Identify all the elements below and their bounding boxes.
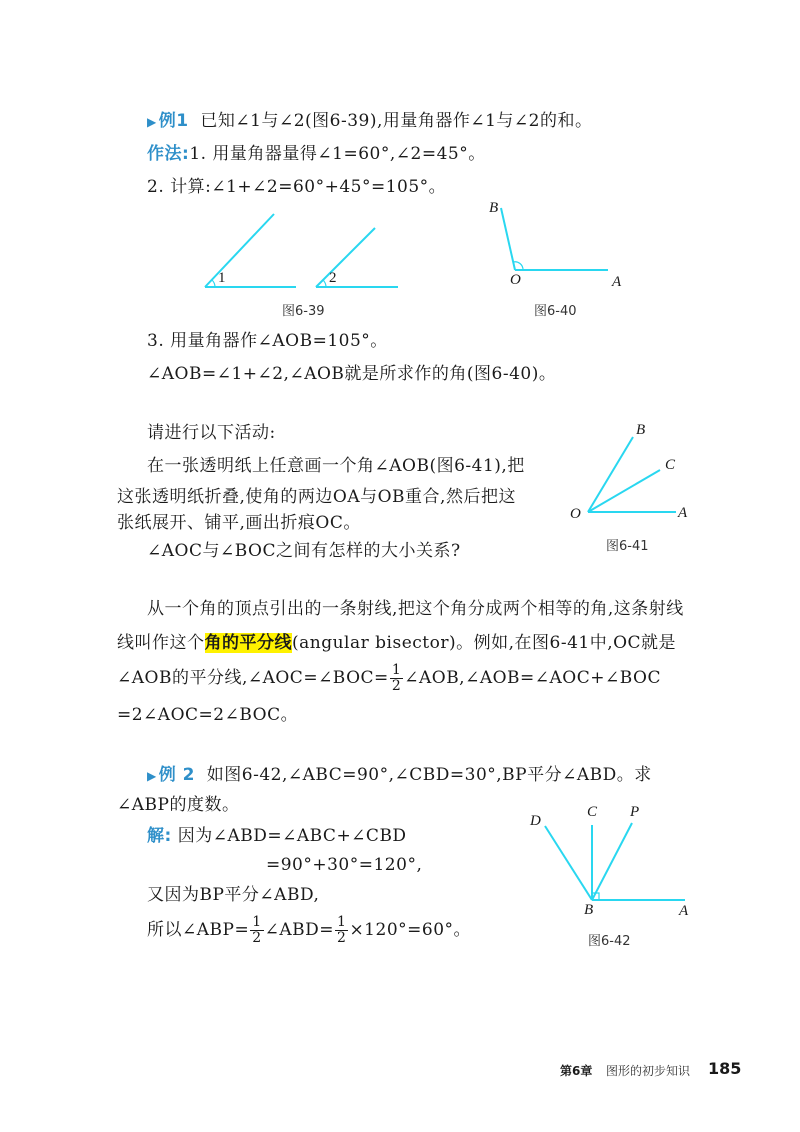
definition-line2-pre: 线叫作这个 (117, 633, 205, 653)
example1-statement: 已知∠1与∠2(图6-39),用量角器作∠1与∠2的和。 (200, 111, 593, 131)
example2-statement2: ∠ABP的度数。 (117, 795, 240, 815)
fig6-41-label-A: A (678, 505, 688, 521)
example2-label: 例 2 (158, 765, 195, 785)
fig6-42-label-B: B (584, 902, 594, 918)
fraction-one-half: $\frac{1}{2}$ (391, 662, 402, 694)
fig6-40-label-O: O (510, 272, 521, 288)
example2-sol2: =90°+30°=120°, (266, 855, 423, 875)
fraction-one-half: $\frac{1}{2}$ (337, 914, 347, 946)
fig6-42-label-D: D (530, 813, 541, 829)
definition-line3-post: ∠AOB,∠AOB=∠AOC+∠BOC (404, 668, 661, 688)
fig6-39-caption: 图6-39 (282, 304, 325, 319)
fig6-41-label-C: C (665, 457, 676, 473)
fig6-42-label-P: P (630, 804, 640, 820)
definition-line2-post: (angular bisector)。例如,在图6-41中,OC就是 (292, 633, 677, 653)
fig6-42-label-A: A (679, 903, 689, 919)
play-triangle-icon: ▶ (147, 115, 157, 129)
example1-label: 例1 (158, 111, 189, 131)
definition-line3 (117, 662, 661, 694)
definition-line4: =2∠AOC=2∠BOC。 (117, 705, 299, 725)
activity-line3: 张纸展开、铺平,画出折痕OC。 (117, 513, 361, 533)
fig6-42-label-C: C (587, 804, 598, 820)
example2-statement-line (147, 764, 652, 787)
activity-line1: 在一张透明纸上任意画一个角∠AOB(图6-41),把 (147, 456, 525, 476)
definition-line1: 从一个角的顶点引出的一条射线,把这个角分成两个相等的角,这条射线 (147, 599, 684, 619)
activity-question: ∠AOC与∠BOC之间有怎样的大小关系? (147, 541, 461, 561)
activity-intro: 请进行以下活动: (147, 423, 276, 443)
play-triangle-icon: ▶ (147, 769, 157, 783)
example2-sol4: 所以∠ABP= $\frac{1}{2}$ ∠ABD= $\frac{1}{2}$ ×120°=60°。 (147, 914, 472, 946)
example1-step1-line (147, 143, 486, 165)
solution-label: 解: (147, 826, 172, 846)
example1-conclusion: ∠AOB=∠1+∠2,∠AOB就是所求作的角(图6-40)。 (147, 364, 557, 384)
example2-sol3: 又因为BP平分∠ABD, (147, 885, 320, 905)
example1-step1: 1. 用量角器量得∠1=60°,∠2=45°。 (189, 144, 486, 164)
angle-bisector-term: 角的平分线 (204, 633, 292, 653)
example2-sol1-line (147, 825, 407, 847)
fig6-42-angle (545, 823, 685, 900)
fig6-39-label-2: 2 (329, 270, 337, 286)
fig6-41-label-B: B (636, 422, 646, 438)
fraction-one-half: $\frac{1}{2}$ (252, 914, 262, 946)
example1-step2: 2. 计算:∠1+∠2=60°+45°=105°。 (147, 177, 447, 197)
example2-sol1: 因为∠ABD=∠ABC+∠CBD (177, 826, 407, 846)
fig6-40-caption: 图6-40 (534, 304, 577, 319)
example1-step3: 3. 用量角器作∠AOB=105°。 (147, 331, 388, 351)
fig6-41-angle (588, 437, 676, 512)
method-label: 作法: (147, 144, 190, 164)
example2-statement: 如图6-42,∠ABC=90°,∠CBD=30°,BP平分∠ABD。求 (206, 765, 652, 785)
fig6-41-label-O: O (570, 506, 581, 522)
definition-line2 (117, 632, 676, 654)
example1-statement-line (147, 110, 593, 133)
fig6-40-label-B: B (489, 200, 499, 216)
definition-line3-pre: ∠AOB的平分线,∠AOC=∠BOC= (117, 668, 389, 688)
fig6-39-label-1: 1 (218, 270, 226, 286)
fig6-42-caption: 图6-42 (588, 934, 631, 949)
fig6-41-caption: 图6-41 (606, 539, 649, 554)
activity-line2: 这张透明纸折叠,使角的两边OA与OB重合,然后把这 (117, 487, 516, 507)
fig6-40-angle (501, 208, 608, 270)
footer-chapter: 第6章 (560, 1064, 593, 1078)
footer-title: 图形的初步知识 (606, 1064, 691, 1078)
fig6-40-label-A: A (612, 274, 622, 290)
page-number: 185 (708, 1059, 742, 1078)
